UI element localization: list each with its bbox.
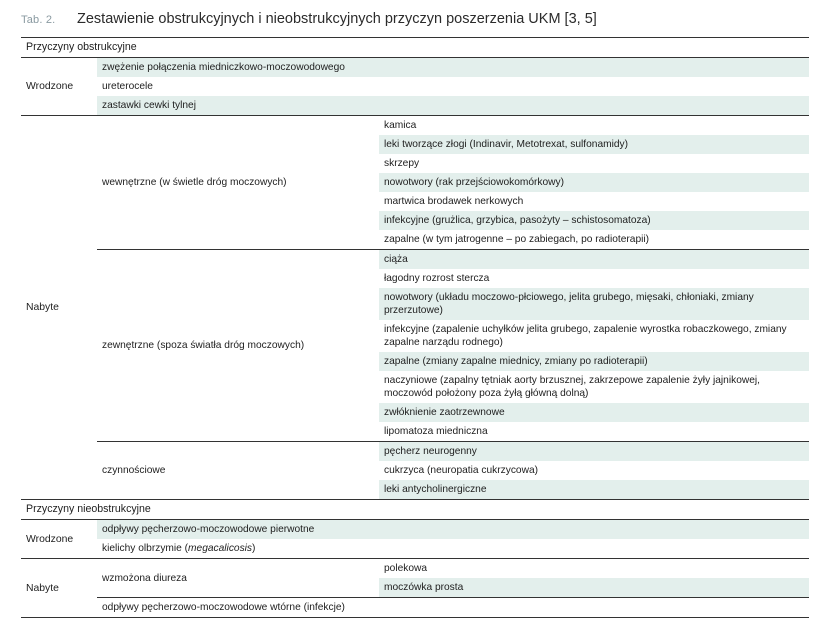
list-item: pęcherz neurogenny xyxy=(379,442,809,462)
list-item: odpływy pęcherzowo-moczowodowe wtórne (infekcje) xyxy=(97,598,379,618)
list-item xyxy=(97,539,809,559)
category-acquired: Nabyte xyxy=(21,116,97,500)
table-row xyxy=(21,116,809,136)
table-row xyxy=(21,250,809,270)
section-header-obstructive xyxy=(21,38,809,58)
list-item: ciąża xyxy=(379,250,809,270)
list-item: polekowa xyxy=(379,559,809,579)
list-item: kamica xyxy=(379,116,809,136)
list-item: zwłóknienie zaotrzewnowe xyxy=(379,403,809,422)
table-row xyxy=(21,539,809,559)
list-item: zwężenie połączenia miedniczkowo-moczowodowego xyxy=(97,58,809,78)
category-congenital: Wrodzone xyxy=(26,533,74,545)
subcategory-extrinsic: zewnętrzne (spoza światła dróg moczowych) xyxy=(97,250,379,442)
list-item: leki tworzące złogi (Indinavir, Metotrexat, sulfonamidy) xyxy=(379,135,809,154)
empty-cell xyxy=(379,598,809,618)
list-item: zapalne (zmiany zapalne miednicy, zmiany po radioterapii) xyxy=(379,352,809,371)
table-title: Zestawienie obstrukcyjnych i nieobstrukcyjnych przyczyn poszerzenia UKM [3, 5] xyxy=(77,11,597,27)
subcategory-diuresis: wzmożona diureza xyxy=(97,559,379,598)
list-item: zapalne (w tym jatrogenne – po zabiegach, po radioterapii) xyxy=(384,234,650,245)
list-item: naczyniowe (zapalny tętniak aorty brzusznej, zakrzepowe zapalenie żyły jajnikowej, moczowód położony poza żyłą główną dolną) xyxy=(384,375,760,399)
list-item: moczówka prosta xyxy=(379,578,809,598)
list-item: infekcyjne (zapalenie uchyłków jelita grubego, zapalenie wyrostka robaczkowego, zmiany zapalne narządu rodnego) xyxy=(384,324,787,348)
table-row xyxy=(21,520,809,540)
category-congenital: Wrodzone xyxy=(26,81,74,92)
section-heading: Przyczyny obstrukcyjne xyxy=(21,38,809,58)
section-heading: Przyczyny nieobstrukcyjne xyxy=(21,500,809,520)
list-item: odpływy pęcherzowo-moczowodowe pierwotne xyxy=(97,520,809,540)
list-item: zastawki cewki tylnej xyxy=(97,96,809,116)
item-text-end: ) xyxy=(252,543,256,554)
list-item: infekcyjne (grużlica, grzybica, pasożyty – schistosomatoza) xyxy=(379,211,809,230)
list-item: ureterocele xyxy=(102,81,153,92)
item-text: kielichy olbrzymie ( xyxy=(102,543,189,554)
latin-term: megacalicosis xyxy=(188,543,253,554)
list-item: nowotwory (rak przejściowokomórkowy) xyxy=(379,173,809,192)
list-item: cukrzyca (neuropatia cukrzycowa) xyxy=(384,465,539,476)
list-item: leki antycholinergiczne xyxy=(379,480,809,500)
table-row xyxy=(21,559,809,579)
list-item: lipomatoza miedniczna xyxy=(384,426,488,437)
table-row xyxy=(21,77,809,96)
table-row xyxy=(21,96,809,116)
table-row xyxy=(21,598,809,618)
list-item: martwica brodawek nerkowych xyxy=(384,196,524,207)
table-number: Tab. 2. xyxy=(21,14,56,26)
table-caption xyxy=(0,0,826,32)
causes-table xyxy=(21,37,809,618)
table-row xyxy=(21,58,809,78)
section-header-nonobstructive xyxy=(21,500,809,520)
list-item: skrzepy xyxy=(384,158,420,169)
subcategory-functional: czynnościowe xyxy=(97,442,379,500)
category-acquired: Nabyte xyxy=(21,559,97,618)
list-item: nowotwory (układu moczowo-płciowego, jelita grubego, mięsaki, chłoniaki, zmiany przerzutowe) xyxy=(379,288,809,320)
list-item: łagodny rozrost stercza xyxy=(384,273,490,284)
table-row xyxy=(21,442,809,462)
subcategory-intrinsic: wewnętrzne (w świetle dróg moczowych) xyxy=(97,116,379,250)
